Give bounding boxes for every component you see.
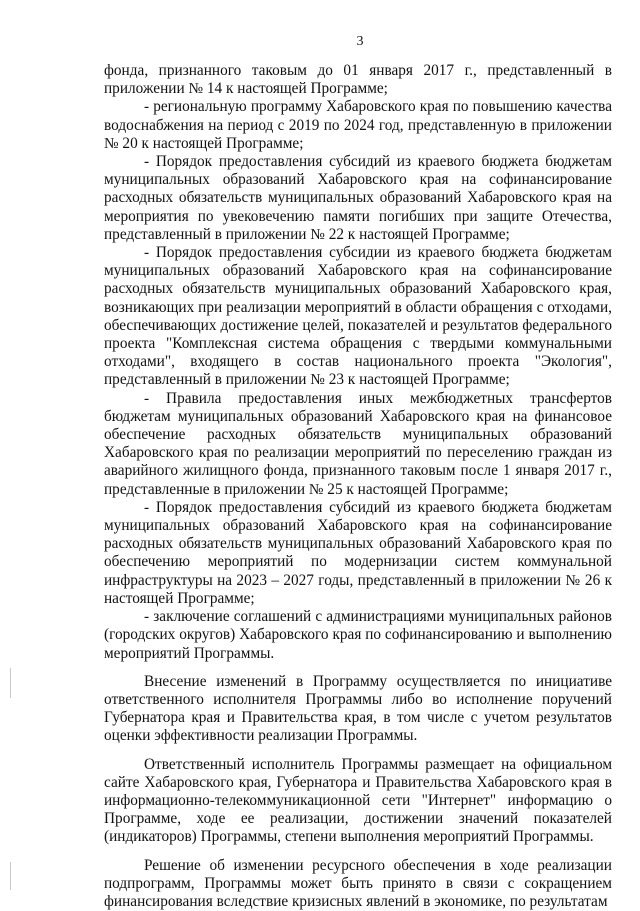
paragraph-3: - Порядок предоставления субсидий из краевого бюджета бюджетам муниципальных образований Хабаровского края на софинансирование расходных обязательств муниципальных образований Хабаровского края на мероприятия по увековечению памяти погибших при защите Отечества, представленный в приложении № 22 к настоящей Программе; [104, 153, 612, 243]
scan-edge-mark [10, 862, 11, 890]
paragraph-10: Решение об изменении ресурсного обеспечения в ходе реализации подпрограмм, Программы может быть принято в связи с сокращением финансирования вследствие кризисных явлений в экономике, по результатам [104, 856, 612, 910]
paragraph-2: - региональную программу Хабаровского края по повышению качества водоснабжения на период с 2019 по 2024 год, представленную в приложении № 20 к настоящей Программе; [104, 98, 612, 152]
paragraph-8: Внесение изменений в Программу осуществляется по инициативе ответственного исполнителя Программы либо во исполнение поручений Губернатора края и Правительства края, в том числе с учетом результатов оценки эффективности реализации Программы. [104, 672, 612, 745]
paragraph-5: - Правила предоставления иных межбюджетных трансфертов бюджетам муниципальных образований Хабаровского края на финансовое обеспечение расходных обязательств муниципальных образований Хабаровского края по реализации мероприятий по переселению граждан из аварийного жилищного фонда, признанного таковым после 1 января 2017 г., представленные в приложении № 25 к настоящей Программе; [104, 389, 612, 498]
paragraph-7: - заключение соглашений с администрациями муниципальных районов (городских округов) Хабаровского края по софинансированию и выполнению мероприятий Программы. [104, 608, 612, 662]
paragraph-9: Ответственный исполнитель Программы размещает на официальном сайте Хабаровского края, Губернатора и Правительства Хабаровского края в информационно-телекоммуникационной сети "Интернет" информацию о Программе, ходе ее реализации, достижении значений показателей (индикаторов) Программы, степени выполнения мероприятий Программы. [104, 755, 612, 846]
paragraph-6: - Порядок предоставления субсидий из краевого бюджета бюджетам муниципальных образований Хабаровского края на софинансирование расходных обязательств муниципальных образований Хабаровского края по обеспечению мероприятий по модернизации систем коммунальной инфраструктуры на 2023 – 2027 годы, представленный в приложении № 26 к настоящей Программе; [104, 498, 612, 607]
document-body [104, 62, 612, 911]
page-number: 3 [356, 34, 364, 49]
paragraph-1: фонда, признанного таковым до 01 января 2017 г., представленный в приложении № 14 к настоящей Программе; [104, 62, 612, 98]
scan-edge-mark [10, 668, 11, 698]
paragraph-4: - Порядок предоставления субсидии из краевого бюджета бюджетам муниципальных образований Хабаровского края на софинансирование расходных обязательств муниципальных образований Хабаровского края, возникающих при реализации мероприятий в области обращения с отходами, обеспечивающих достижение целей, показателей и результатов федерального проекта "Комплексная система обращения с твердыми коммунальными отходами", входящего в состав национального проекта "Экология", представленный в приложении № 23 к настоящей Программе; [104, 244, 612, 389]
